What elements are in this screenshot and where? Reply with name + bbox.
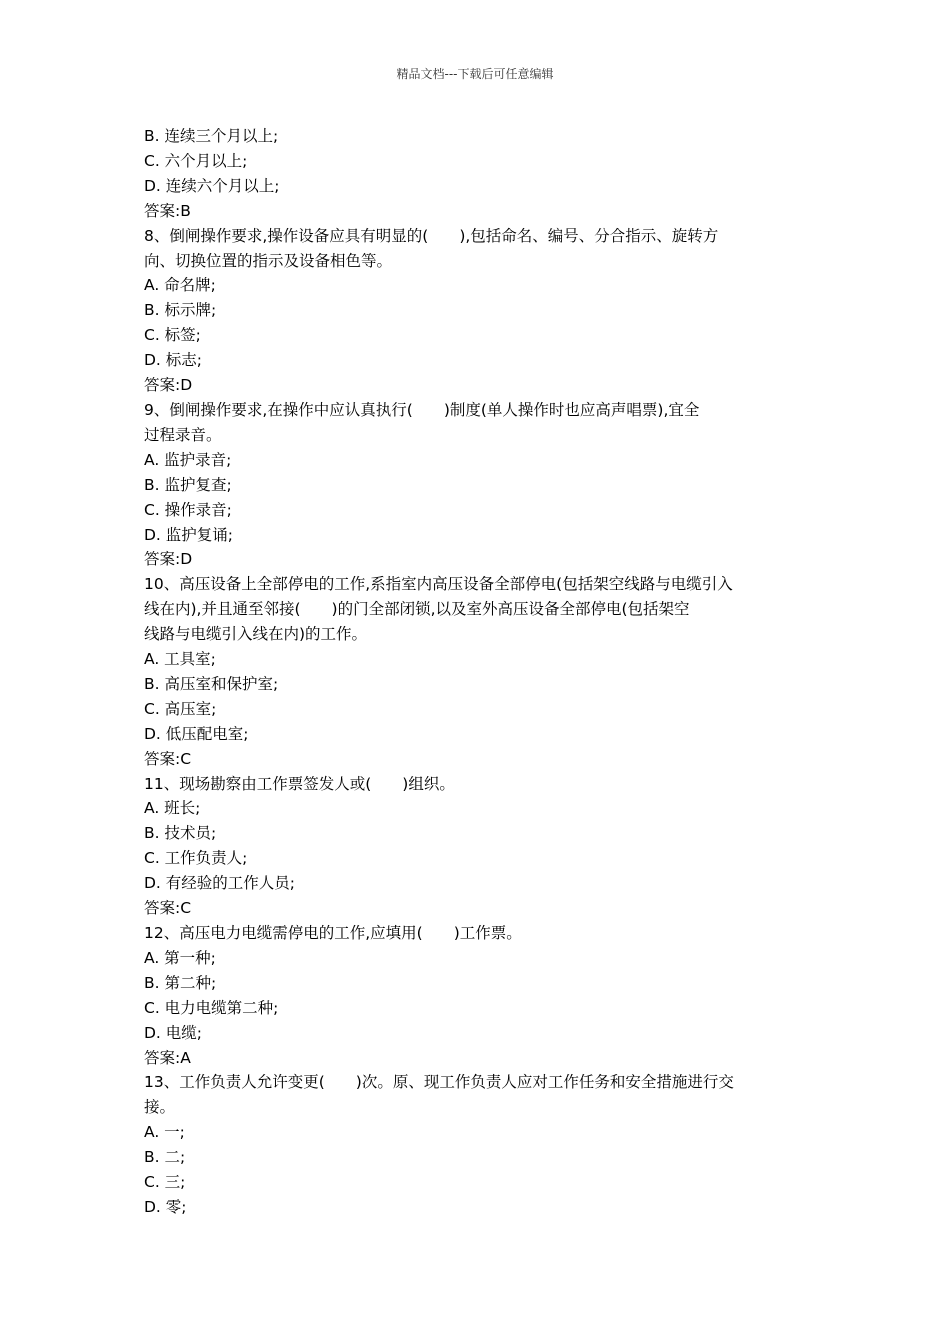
text-line: D. 电缆; [144,1023,203,1042]
text-line: D. 连续六个月以上; [144,176,280,195]
text-line: 接。 [144,1098,176,1117]
text-line: 答案:A [144,1048,191,1067]
text-line: C. 操作录音; [144,500,232,519]
text-line: B. 标示牌; [144,301,217,320]
text-line: C. 三; [144,1173,186,1192]
text-line: C. 标签; [144,326,201,345]
text-line: A. 一; [144,1123,185,1142]
text-line: C. 六个月以上; [144,151,248,170]
text-line: A. 工具室; [144,650,216,669]
text-line: 13、工作负责人允许变更( )次。原、现工作负责人应对工作任务和安全措施进行交 [144,1073,734,1092]
text-line: 12、高压电力电缆需停电的工作,应填用( )工作票。 [144,924,522,942]
text-line: A. 第一种; [144,948,216,967]
text-line: 答案:C [144,749,192,768]
text-line: D. 低压配电室; [144,724,249,743]
text-line: 答案:B [144,201,191,220]
text-line: D. 标志; [144,351,203,370]
text-line: B. 连续三个月以上; [144,127,279,145]
text-line: D. 监护复诵; [144,525,234,544]
text-line: B. 技术员; [144,824,217,843]
text-line: 答案:D [144,376,193,395]
text-line: 过程录音。 [144,425,222,444]
text-line: C. 高压室; [144,699,217,718]
text-line: D. 零; [144,1197,187,1216]
text-line: B. 监护复查; [144,475,232,494]
page-header: 精品文档---下载后可任意编辑 [396,67,554,81]
text-line: 线路与电缆引入线在内)的工作。 [144,625,368,644]
text-line: 11、现场勘察由工作票签发人或( )组织。 [144,774,455,793]
text-line: 10、高压设备上全部停电的工作,系指室内高压设备全部停电(包括架空线路与电缆引入 [144,575,733,594]
text-line: 线在内),并且通至邻接( )的门全部闭锁,以及室外高压设备全部停电(包括架空 [144,600,690,619]
text-line: C. 电力电缆第二种; [144,998,279,1017]
text-line: A. 班长; [144,799,201,818]
text-line: C. 工作负责人; [144,849,248,868]
document-body [144,124,808,1220]
text-line: 答案:C [144,899,192,918]
text-line: B. 二; [144,1148,186,1167]
text-line: B. 高压室和保护室; [144,674,279,693]
text-line: 向、切换位置的指示及设备相色等。 [144,251,393,270]
text-line: D. 有经验的工作人员; [144,874,296,893]
text-line: A. 命名牌; [144,276,216,295]
text-line: B. 第二种; [144,973,217,992]
text-line: 9、倒闸操作要求,在操作中应认真执行( )制度(单人操作时也应高声唱票),宜全 [144,400,700,419]
text-line: 8、倒闸操作要求,操作设备应具有明显的( ),包括命名、编号、分合指示、旋转方 [144,226,719,245]
text-line: 答案:D [144,550,193,569]
text-line: A. 监护录音; [144,450,232,469]
